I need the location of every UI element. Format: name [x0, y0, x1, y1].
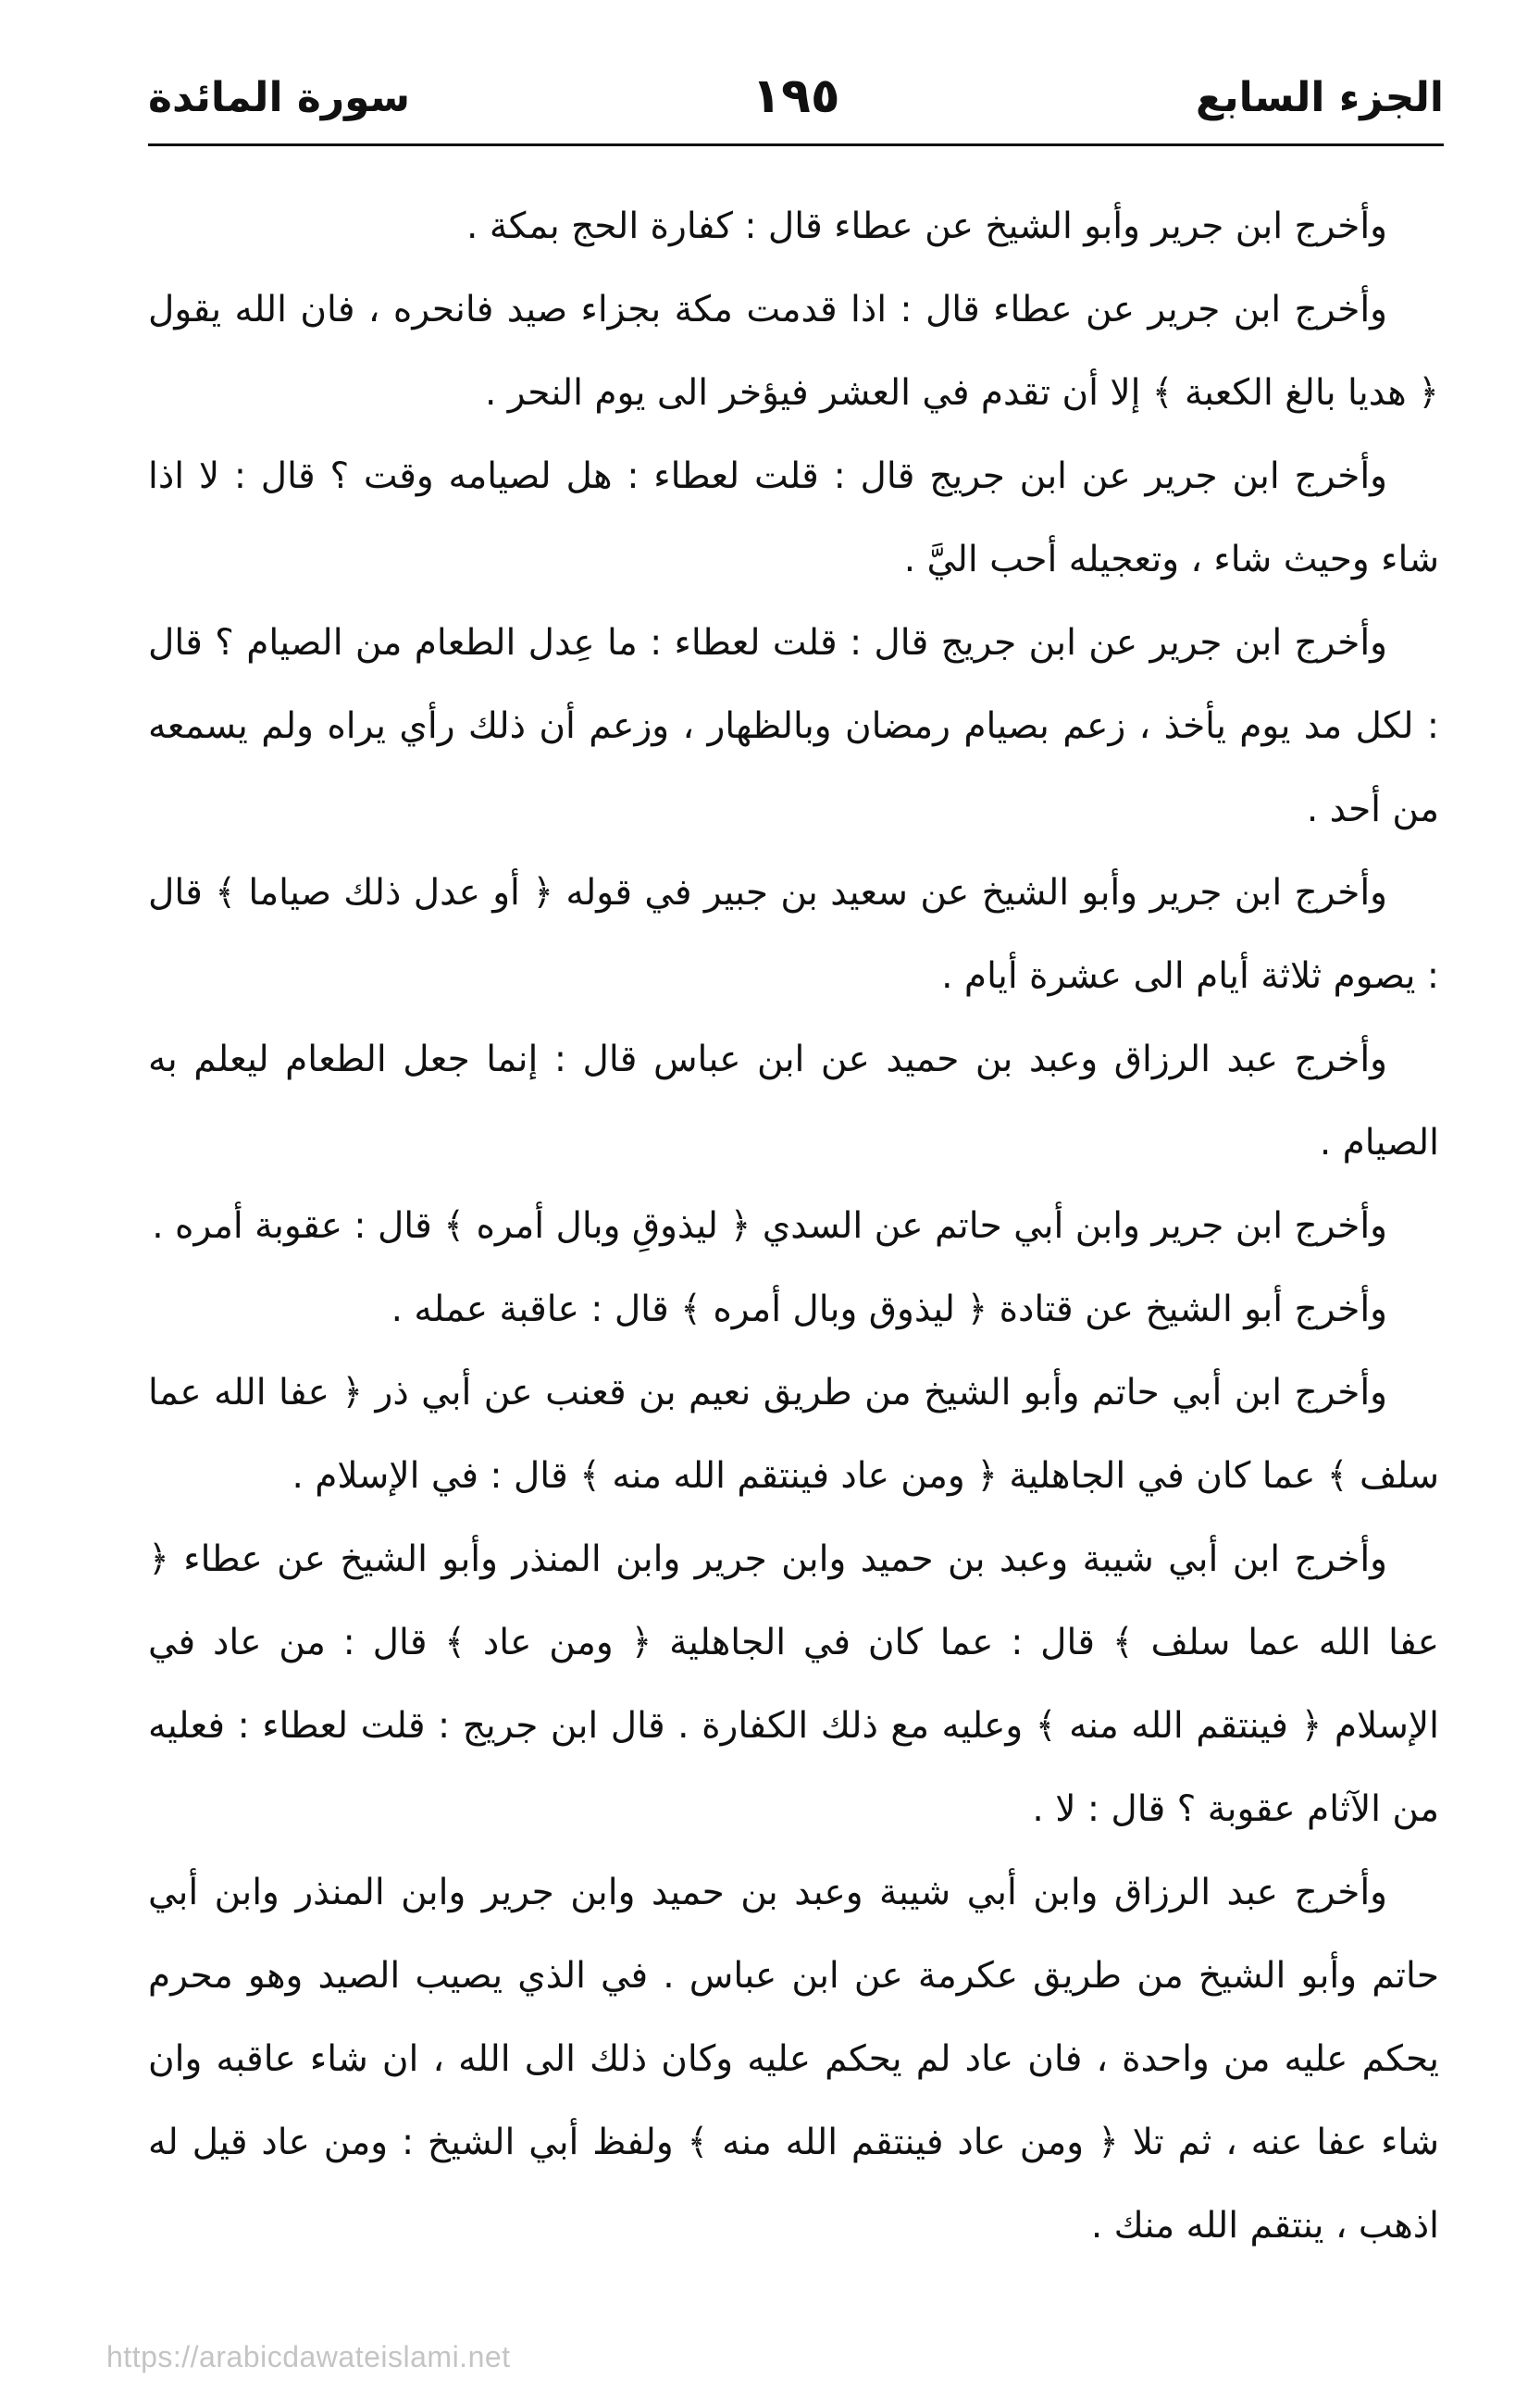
page-header: [148, 56, 1444, 139]
paragraph: وأخرج ابن جرير عن ابن جريج قال : قلت لعطاء : هل لصيامه وقت ؟ قال : لا اذا شاء وحيث شاء ، وتعجيله أحب اليَّ .: [148, 455, 1439, 580]
surah-label: سورة المائدة: [148, 74, 411, 121]
juz-label: الجزء السابع: [1196, 74, 1444, 121]
paragraph: وأخرج عبد الرزاق وعبد بن حميد عن ابن عباس قال : إنما جعل الطعام ليعلم به الصيام .: [148, 1039, 1439, 1164]
paragraph: وأخرج ابن جرير وأبو الشيخ عن سعيد بن جبير في قوله ﴿ أو عدل ذلك صياما ﴾ قال : يصوم ثلاثة أيام الى عشرة أيام .: [148, 872, 1439, 997]
paragraph: وأخرج أبو الشيخ عن قتادة ﴿ ليذوق وبال أمره ﴾ قال : عاقبة عمله .: [391, 1289, 1387, 1330]
paragraph: وأخرج ابن أبي شيبة وعبد بن حميد وابن جرير وابن المنذر وأبو الشيخ عن عطاء ﴿ عفا الله عما سلف ﴾ قال : عما كان في الجاهلية ﴿ ومن عاد ﴾ قال : من عاد في الإسلام ﴿ فينتقم الله منه ﴾ وعليه مع ذلك الكفارة . قال ابن جريج : قلت لعطاء : فعليه من الآثام عقوبة ؟ قال : لا .: [148, 1538, 1439, 1830]
watermark-url: https://arabicdawateislami.net: [106, 2340, 511, 2373]
page-body: [148, 185, 1439, 2296]
paragraph: وأخرج ابن جرير وأبو الشيخ عن عطاء قال : كفارة الحج بمكة .: [466, 205, 1387, 247]
paragraph: وأخرج ابن أبي حاتم وأبو الشيخ من طريق نعيم بن قعنب عن أبي ذر ﴿ عفا الله عما سلف ﴾ عما كان في الجاهلية ﴿ ومن عاد فينتقم الله منه ﴾ قال : في الإسلام .: [148, 1372, 1439, 1497]
paragraph: وأخرج ابن جرير وابن أبي حاتم عن السدي ﴿ ليذوقِ وبال أمره ﴾ قال : عقوبة أمره .: [152, 1205, 1387, 1247]
header-rule: [148, 143, 1444, 146]
paragraph: وأخرج عبد الرزاق وابن أبي شيبة وعبد بن حميد وابن جرير وابن المنذر وابن أبي حاتم وأبو الشيخ من طريق عكرمة عن ابن عباس . في الذي يصيب الصيد وهو محرم يحكم عليه من واحدة ، فان عاد لم يحكم عليه وكان ذلك الى الله ، ان شاء عاقبه وان شاء عفا عنه ، ثم تلا ﴿ ومن عاد فينتقم الله منه ﴾ ولفظ أبي الشيخ : ومن عاد قيل له اذهب ، ينتقم الله منك .: [148, 1872, 1439, 2247]
page-number: ١٩٥: [751, 68, 840, 124]
paragraph: وأخرج ابن جرير عن عطاء قال : اذا قدمت مكة بجزاء صيد فانحره ، فان الله يقول ﴿ هديا بالغ الكعبة ﴾ إلا أن تقدم في العشر فيؤخر الى يوم النحر .: [148, 289, 1439, 414]
paragraph: وأخرج ابن جرير عن ابن جريج قال : قلت لعطاء : ما عِدل الطعام من الصيام ؟ قال : لكل مد يوم يأخذ ، زعم بصيام رمضان وبالظهار ، وزعم أن ذلك رأي يراه ولم يسمعه من أحد .: [148, 622, 1439, 830]
